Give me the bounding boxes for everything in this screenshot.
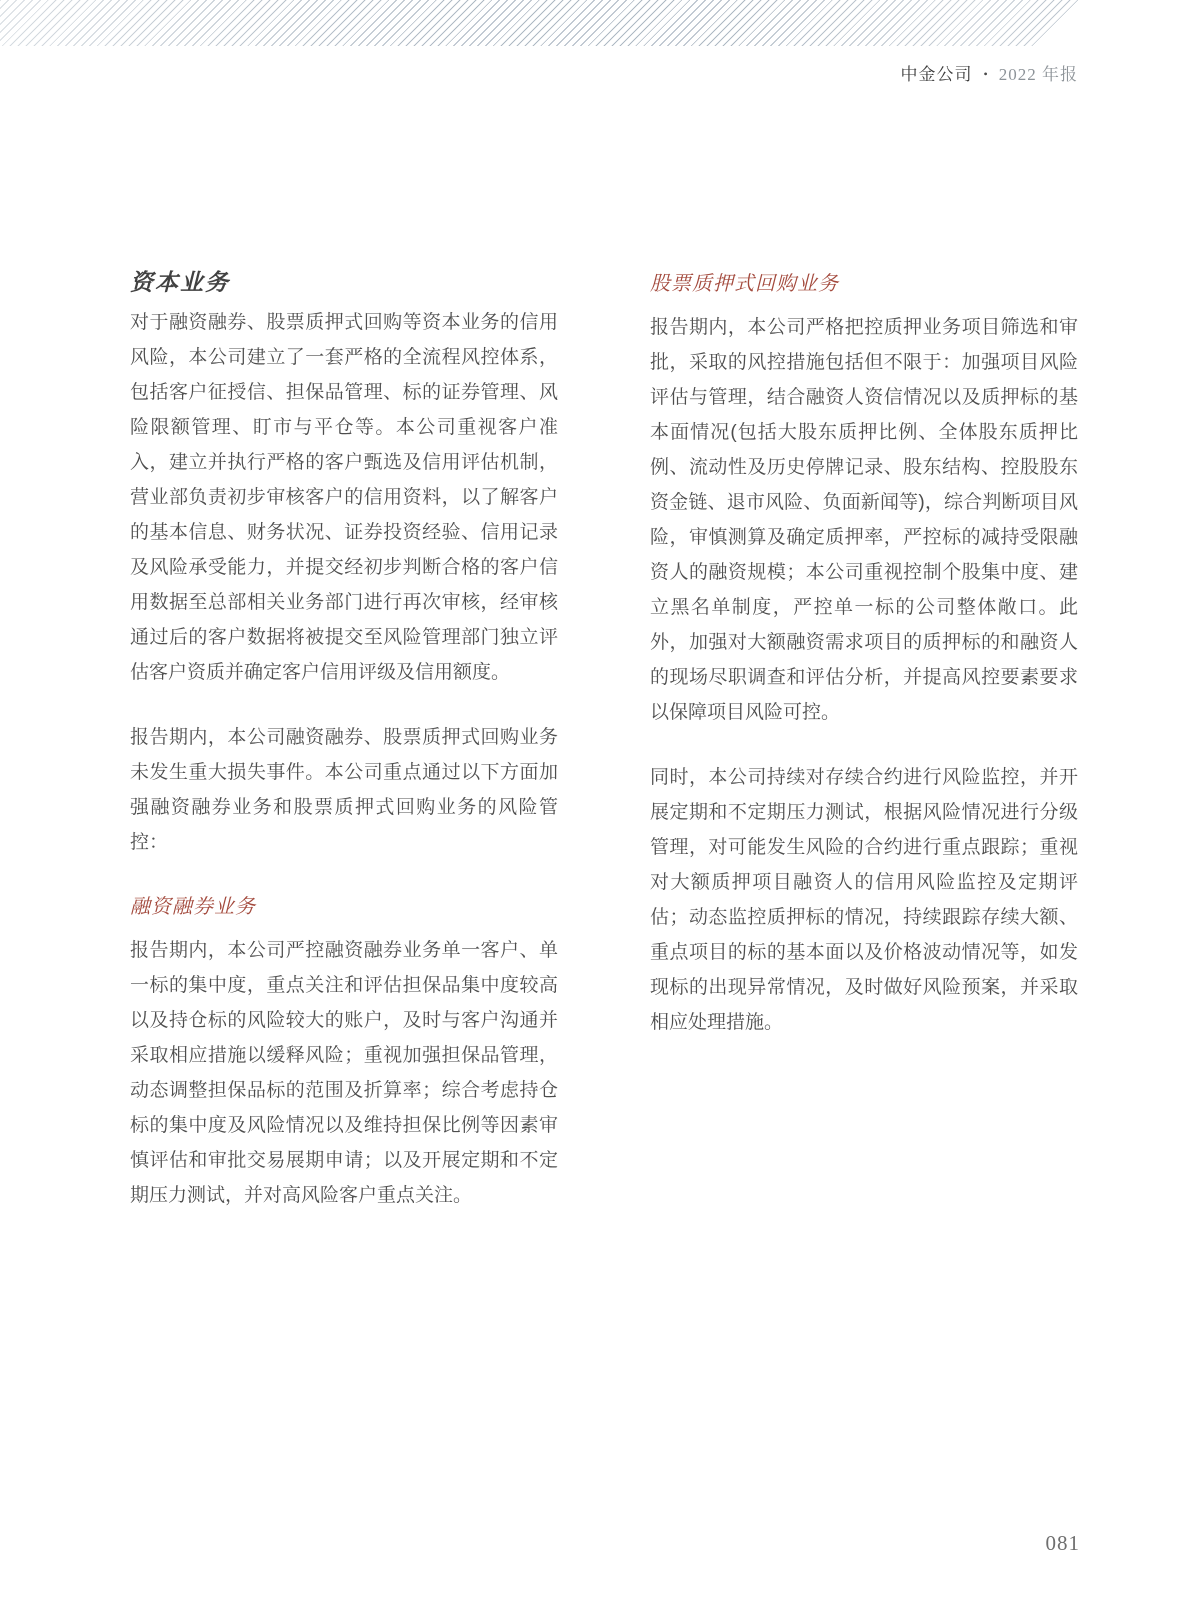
subsection-heading-stock-pledge-repo: 股票质押式回购业务 <box>650 273 839 295</box>
report-edition: 2022 年报 <box>998 65 1078 84</box>
paragraph-pledge-project-screening: 报告期内，本公司严格把控质押业务项目筛选和审批，采取的风控措施包括但不限于：加强项目风险评估与管理，结合融资人资信情况以及质押标的基本面情况(包括大股东质押比例、全体股东质押比例、流动性及历史停牌记录、股东结构、控股股东资金链、退市风险、负面新闻等)，综合判断项目风险，审慎测算及确定质押率，严控标的减持受限融资人的融资规模；本公司重视控制个股集中度、建立黑名单制度，严控单一标的公司整体敞口。此外，加强对大额融资需求项目的质押标的和融资人的现场尽职调查和评估分析，并提高风控要素要求以保障项目风险可控。 <box>650 317 1078 723</box>
subsection-heading-margin-financing: 融资融券业务 <box>130 896 256 918</box>
running-head <box>901 62 1078 87</box>
paragraph-reporting-period-summary: 报告期内，本公司融资融券、股票质押式回购业务未发生重大损失事件。本公司重点通过以下方面加强融资融券业务和股票质押式回购业务的风险管控： <box>130 727 558 853</box>
page-number: 081 <box>1045 1531 1080 1555</box>
paragraph-credit-risk-framework: 对于融资融券、股票质押式回购等资本业务的信用风险，本公司建立了一套严格的全流程风控体系，包括客户征授信、担保品管理、标的证券管理、风险限额管理、盯市与平仓等。本公司重视客户准入，建立并执行严格的客户甄选及信用评估机制，营业部负责初步审核客户的信用资料，以了解客户的基本信息、财务状况、证券投资经验、信用记录及风险承受能力，并提交经初步判断合格的客户信用数据至总部相关业务部门进行再次审核，经审核通过后的客户数据将被提交至风险管理部门独立评估客户资质并确定客户信用评级及信用额度。 <box>130 312 558 683</box>
bullet-separator-icon: • <box>983 67 988 81</box>
decorative-hatch-pattern <box>0 0 1081 46</box>
left-column <box>130 267 558 1213</box>
paragraph-margin-financing-controls: 报告期内，本公司严控融资融券业务单一客户、单一标的集中度，重点关注和评估担保品集中度较高以及持仓标的风险较大的账户，及时与客户沟通并采取相应措施以缓释风险；重视加强担保品管理，动态调整担保品标的范围及折算率；综合考虑持仓标的集中度及风险情况以及维持担保比例等因素审慎评估和审批交易展期申请；以及开展定期和不定期压力测试，并对高风险客户重点关注。 <box>130 940 558 1206</box>
section-heading-capital-business: 资本业务 <box>130 270 230 295</box>
company-name: 中金公司 <box>900 65 973 84</box>
right-column <box>650 267 1078 1040</box>
paragraph-ongoing-contract-monitoring: 同时，本公司持续对存续合约进行风险监控，并开展定期和不定期压力测试，根据风险情况进行分级管理，对可能发生风险的合约进行重点跟踪；重视对大额质押项目融资人的信用风险监控及定期评估；动态监控质押标的情况，持续跟踪存续大额、重点项目的标的基本面以及价格波动情况等，如发现标的出现异常情况，及时做好风险预案，并采取相应处理措施。 <box>650 767 1078 1033</box>
